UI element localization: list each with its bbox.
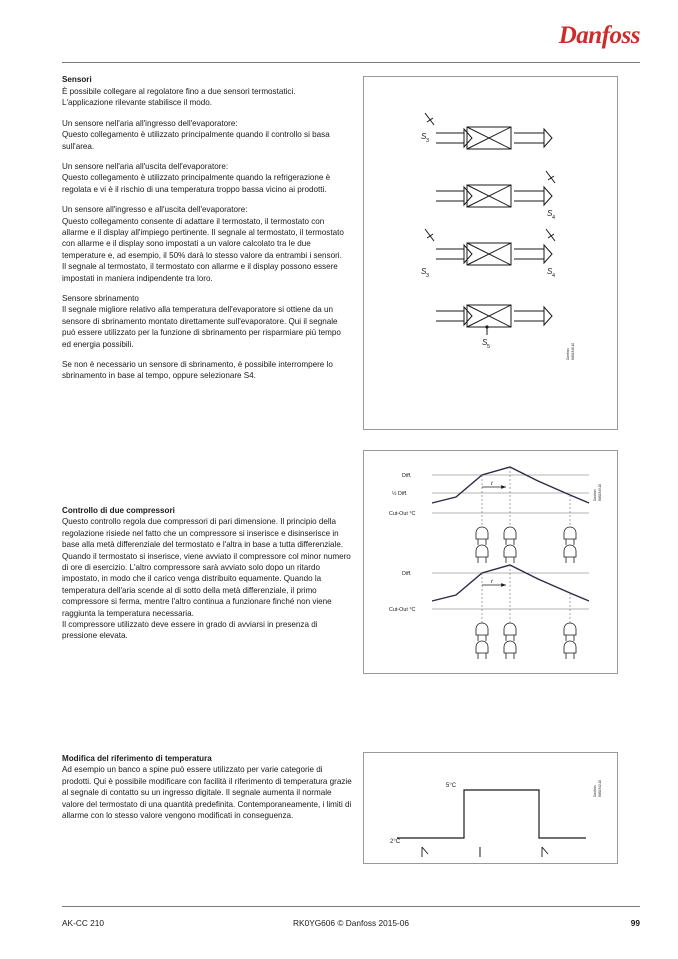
label-t-bottom: t [491,579,493,585]
temp-ref-text-column [62,753,352,821]
figure-sensor-placements [363,76,618,430]
sensor-label-s5-sub: 5 [487,344,491,350]
footer-doc-code: RK0YG606 © Danfoss 2015-06 [293,918,409,928]
figure-credit-compressors [593,484,602,501]
sensors-p1-line1: Un sensore nell'aria all'ingresso dell'evaporatore: [62,118,238,128]
figure-two-compressors [363,450,618,674]
sensor-label-s4-b: S [547,209,553,218]
footer-page-number: 99 [630,918,640,928]
footer-divider [62,906,640,907]
label-diff-bottom: Diff. [402,571,412,577]
sensor-label-s3-a: S [421,132,427,141]
sensors-p2-line2: Questo collegamento è utilizzato principalmente quando la refrigerazione è regolata e vi è il rischio di una temperatura troppo bassa vicino ai prodotti. [62,173,331,194]
diagram-row-outlet [436,171,555,221]
figure-credit-line2: 84B2346.10 [571,342,575,360]
compressors-body2: Il compressore utilizzato deve essere in grado di avviarsi in presenza di pressione elevata. [62,620,318,641]
defrost-sensor-text: Il segnale migliore relativo alla temperatura dell'evaporatore si ottiene da un sensore di sbrinamento montato direttamente sull'evaporatore. Qui il segnale può essere utilizzato per la funzione di sbrinamento per risparmiare più tempo ed energia possibili. [62,305,341,349]
label-cutout-bottom: Cut-Out °C [389,607,416,613]
sensors-intro: È possibile collegare al regolatore fino a due sensori termostatici. L'applicazione rilevante stabilisce il modo. [62,86,296,108]
footer-product-code: AK-CC 210 [62,918,104,928]
temp-ref-body: Ad esempio un banco a spine può essere utilizzato per varie categorie di prodotti. Qui è possibile modificare con facilità il riferimento di temperatura grazie al segnale di contatto su un ingresso digitale. Il segnale aumenta il normale valore del termostato di una quantità predefinita. Contemporaneamente, i limiti di allarme con lo stesso valore vengono modificati in conseguenza. [62,765,352,821]
figure-credit-temp-line2: 84B2342.10 [598,779,602,797]
sensor-label-s3-a-sub: 3 [426,138,430,144]
label-t-top: t [491,481,493,487]
label-upper-temp: 5°C [446,783,457,789]
sensors-p2-line1: Un sensore nell'aria all'uscita dell'evaporatore: [62,161,229,171]
diagram-row-defrost [436,305,552,350]
figure-credit-line1: Danfoss [566,348,570,360]
defrost-alt-text: Se non è necessario un sensore di sbrinamento, è possibile interrompere lo sbrinamento in base al tempo, oppure selezionare S4. [62,360,333,381]
sensor-label-s4-b-sub: 4 [552,215,556,221]
chart-top-half-differential [389,467,589,563]
sensor-label-s3-c-sub: 3 [426,273,430,279]
sensors-p3-line3: Il segnale al termostato, il termostato con allarme e il display possono essere impostati in maniera indipendente tra loro. [62,262,338,283]
sensors-p3-line2: Questo collegamento consente di adattare il termostato, il termostato con allarme e il display all'impiego pertinente. Il segnale al termostato, il termostato con allarme e il display sono impostati a un valore calcolato tra le due temperature e, ad esempio, il 50% darà lo stesso valore da entrambi i sensori. [62,216,344,260]
sensor-label-s5: S [482,338,488,347]
sensors-p3-line1: Un sensore all'ingresso e all'uscita dell'evaporatore: [62,205,248,215]
label-half-diff-top: ½ Diff. [392,491,408,497]
label-diff-top: Diff. [402,473,412,479]
sensor-label-s3-c: S [421,267,427,276]
defrost-sensor-heading: Sensore sbrinamento [62,294,139,303]
compressors-heading: Controllo di due compressori [62,506,175,515]
figure-credit-temp-line1: Danfoss [593,785,597,797]
compressors-text-column [62,505,352,642]
figure-temperature-reference [363,752,618,864]
sensors-heading: Sensori [62,75,92,84]
label-lower-temp: 2°C [390,839,401,845]
compressors-body: Questo controllo regola due compressori di pari dimensione. Il principio della regolazione risiede nel fatto che un compressore si inserisce e disinserisce in base alla metà differenziale del termostato e l'altra in base a tutta differenziale. Quando il termostato si inserisce, viene avviato il compressore col minor numero di ore di esercizio. L'altro compressore sarà avviato solo dopo un ritardo impostato, in modo che il carico venga distribuito equamente. Quando la temperatura dell'aria scende al di sotto della metà differenziale, il primo compressore si ferma, mentre l'altro continua a funzionare finché non viene raggiunta la temperatura necessaria. [62,517,351,618]
sensor-label-s4-c-sub: 4 [552,273,556,279]
sensors-p1-line2: Questo collegamento è utilizzato principalmente quando il controllo si basa sull'area. [62,130,330,151]
chart-bottom-full-differential [389,565,589,659]
diagram-row-inlet-outlet [421,229,555,279]
figure-credit-compressors-line1: Danfoss [593,489,597,501]
sensors-text-column [62,74,347,391]
sensor-label-s4-c: S [547,267,553,276]
danfoss-logo: Danfoss [558,22,640,49]
diagram-row-inlet [421,113,552,149]
figure-credit [566,343,575,360]
temp-ref-heading: Modifica del riferimento di temperatura [62,754,212,763]
label-cutout-top: Cut-Out °C [389,511,416,517]
header-divider [62,62,640,63]
figure-credit-compressors-line2: 84B2345.10 [598,483,602,501]
figure-credit-temp [593,780,602,797]
